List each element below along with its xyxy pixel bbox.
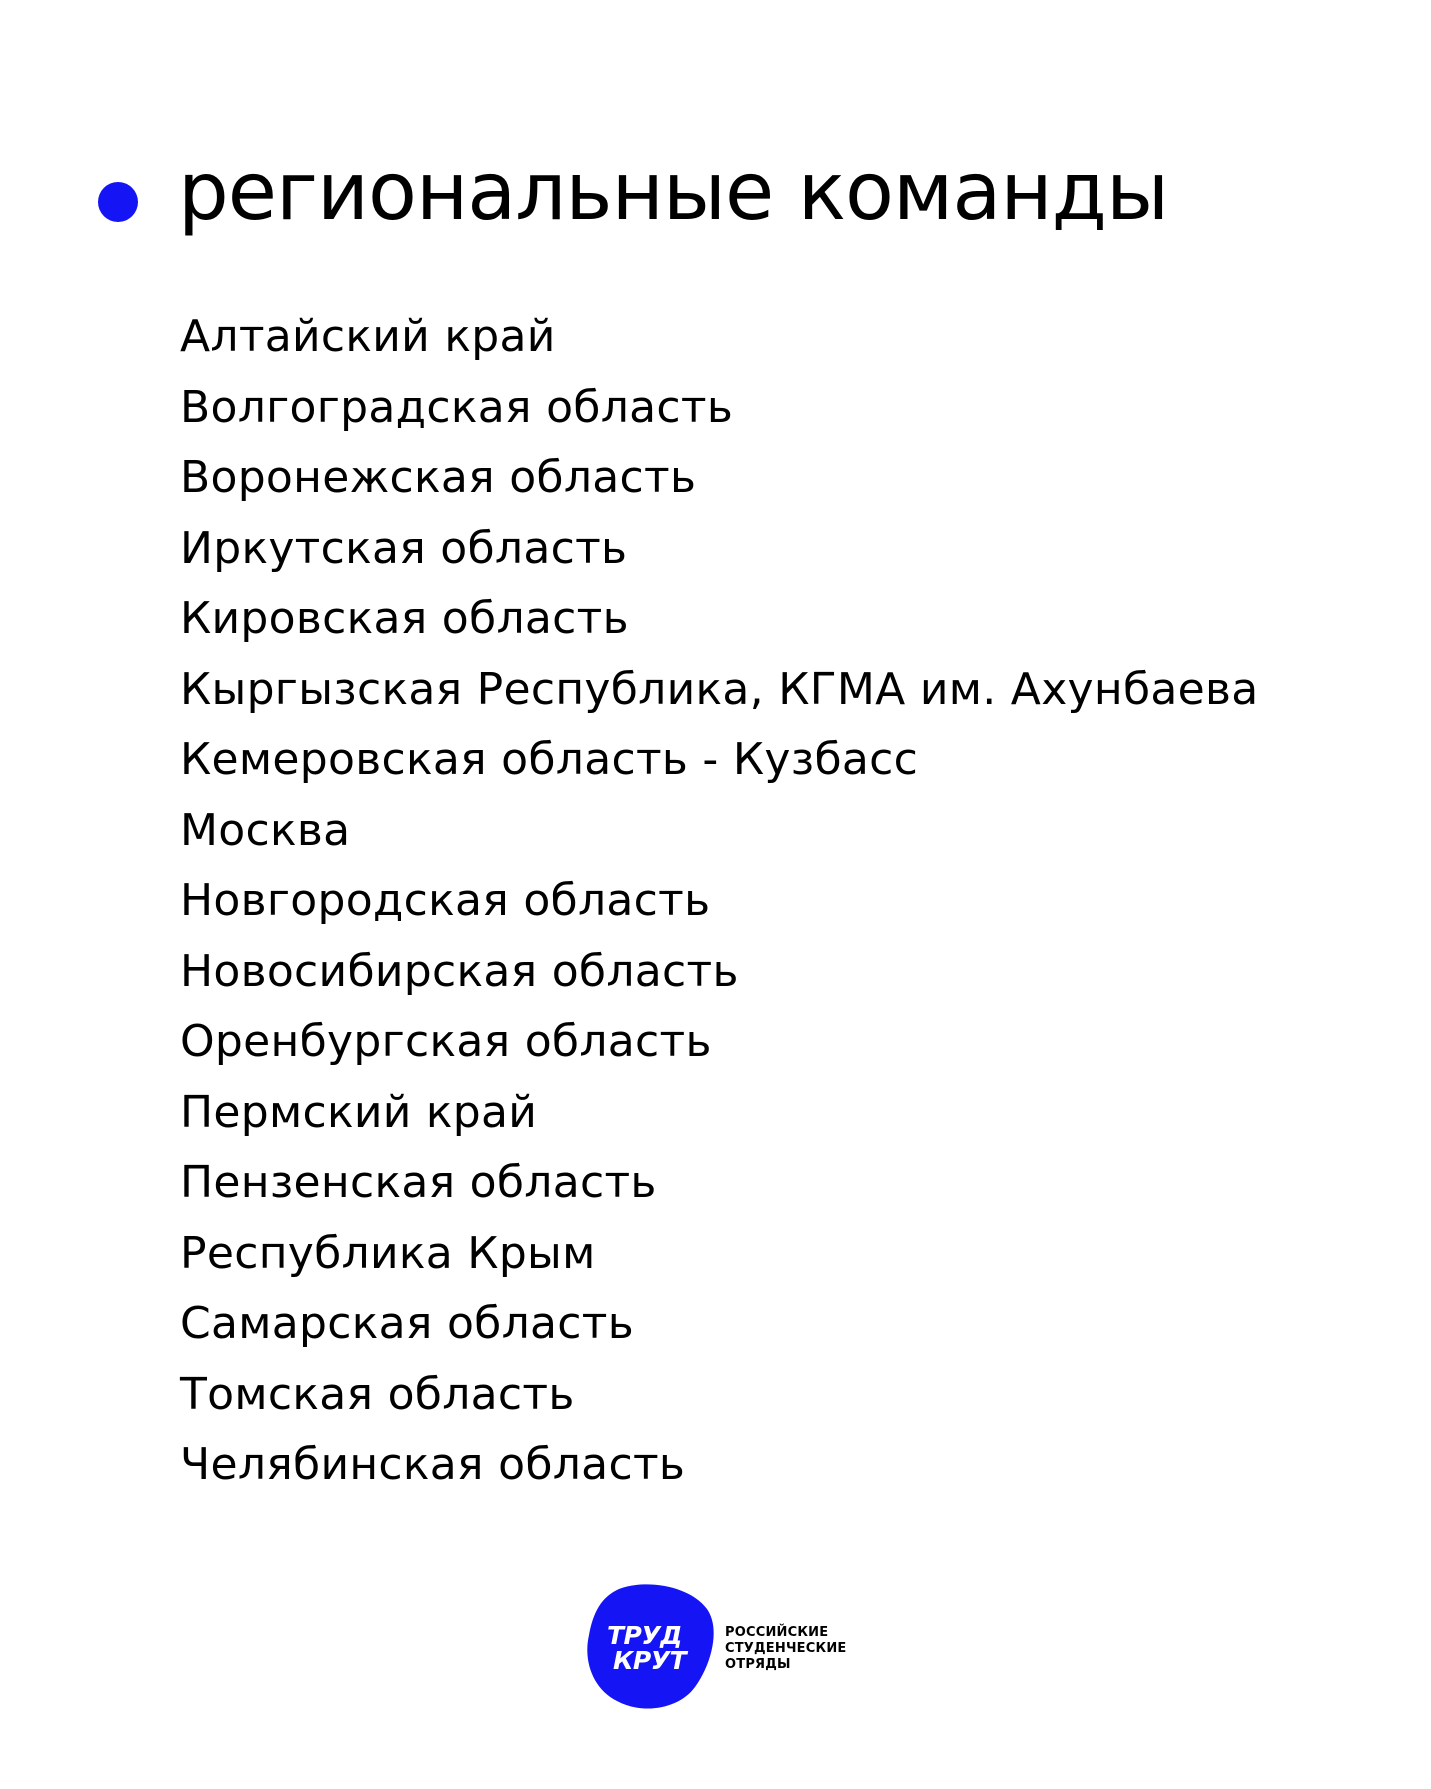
list-item: Республика Крым — [180, 1227, 596, 1279]
logo-line-1: ТРУД — [607, 1621, 682, 1650]
list-item: Оренбургская область — [180, 1016, 712, 1067]
logo-caption-line: ОТРЯДЫ — [725, 1657, 791, 1672]
list-item: Новосибирская область — [180, 945, 739, 997]
list-item: Воронежская область — [180, 452, 697, 503]
title-bullet-icon — [98, 182, 138, 222]
page-title: региональные команды — [178, 145, 1169, 238]
list-item: Волгоградская область — [180, 381, 734, 433]
list-item: Челябинская область — [180, 1439, 686, 1490]
list-item: Кировская область — [180, 593, 629, 644]
list-item: Самарская область — [180, 1298, 634, 1349]
list-item: Пензенская область — [180, 1157, 657, 1208]
list-item: Новгородская область — [180, 875, 711, 926]
logo-wordmark — [593, 1623, 713, 1673]
logo-caption-line: СТУДЕНЧЕСКИЕ — [725, 1641, 847, 1656]
list-item: Томская область — [180, 1368, 575, 1420]
logo-line-2: КРУТ — [613, 1646, 687, 1675]
regions-list — [180, 302, 1259, 1501]
logo-caption — [725, 1625, 846, 1673]
list-item: Кемеровская область - Кузбасс — [180, 734, 919, 785]
list-item: Кыргызская Республика, КГМА им. Ахунбаева — [180, 663, 1259, 715]
list-item: Иркутская область — [180, 522, 628, 574]
list-item: Пермский край — [180, 1086, 538, 1138]
footer-logo — [585, 1583, 885, 1713]
logo-caption-line: РОССИЙСКИЕ — [725, 1625, 829, 1640]
list-item: Алтайский край — [180, 311, 556, 362]
list-item: Москва — [180, 804, 351, 856]
